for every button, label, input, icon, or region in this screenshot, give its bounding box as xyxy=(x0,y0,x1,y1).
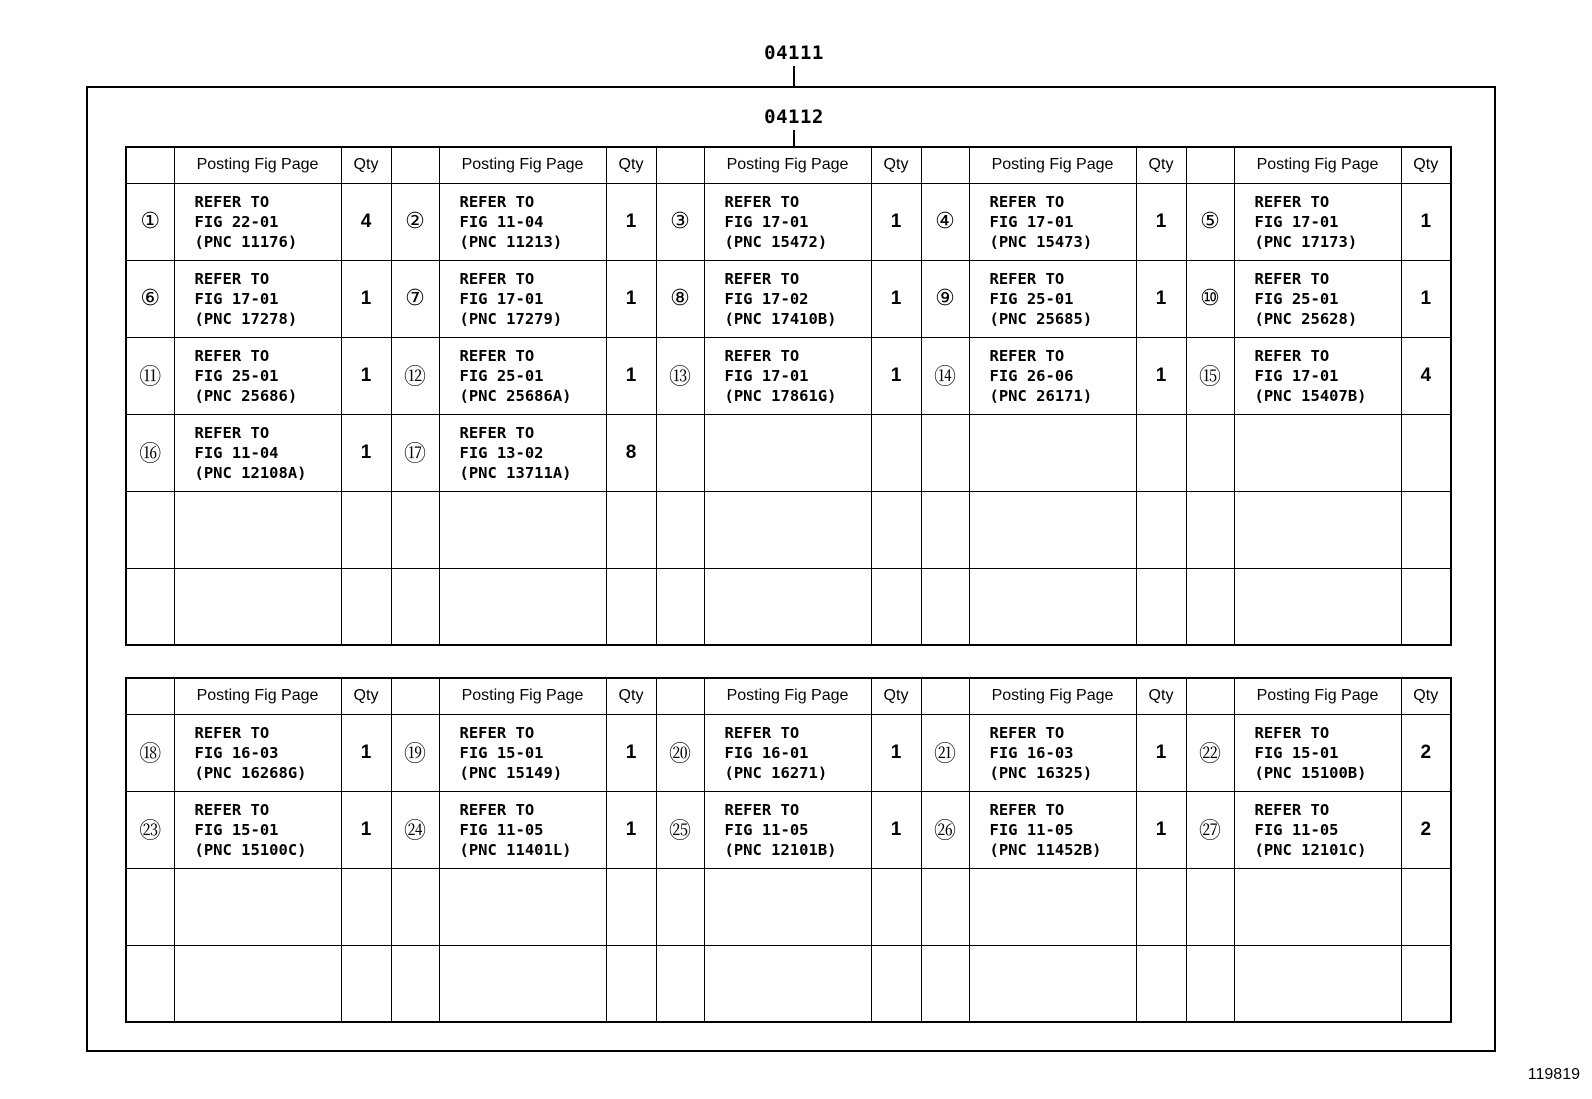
reference-line: (PNC 15149) xyxy=(459,763,563,782)
header-posting-fig-page: Posting Fig Page xyxy=(969,678,1136,714)
reference-line: REFER TO xyxy=(459,723,535,742)
reference-line: REFER TO xyxy=(1254,192,1330,211)
header-qty: Qty xyxy=(1401,678,1451,714)
reference-line: FIG 16-01 xyxy=(724,743,809,762)
header-posting-fig-page: Posting Fig Page xyxy=(969,147,1136,183)
reference-line: REFER TO xyxy=(1254,800,1330,819)
header-qty: Qty xyxy=(871,678,921,714)
item-qty: 1 xyxy=(341,414,391,491)
item-number: ③ xyxy=(656,183,704,260)
item-qty: 1 xyxy=(1136,337,1186,414)
reference-line: FIG 15-01 xyxy=(459,743,544,762)
posting-fig-reference xyxy=(1234,568,1401,645)
posting-fig-reference xyxy=(969,260,1136,337)
posting-fig-reference xyxy=(439,337,606,414)
reference-line: (PNC 25686) xyxy=(194,386,298,405)
header-number xyxy=(391,678,439,714)
item-qty xyxy=(1136,568,1186,645)
item-number: ㉖ xyxy=(921,791,969,868)
posting-fig-reference xyxy=(704,260,871,337)
posting-fig-reference xyxy=(704,568,871,645)
item-qty: 1 xyxy=(606,714,656,791)
item-number: ⑳ xyxy=(656,714,704,791)
item-qty: 8 xyxy=(606,414,656,491)
posting-fig-reference xyxy=(969,491,1136,568)
table-header-row xyxy=(126,147,1451,183)
table-row xyxy=(126,714,1451,791)
item-number xyxy=(656,568,704,645)
item-qty xyxy=(1136,945,1186,1022)
reference-line: REFER TO xyxy=(459,346,535,365)
header-number xyxy=(1186,678,1234,714)
reference-line: REFER TO xyxy=(1254,346,1330,365)
item-qty xyxy=(871,868,921,945)
reference-line: REFER TO xyxy=(989,723,1065,742)
item-number: ⑯ xyxy=(126,414,174,491)
reference-line: (PNC 17279) xyxy=(459,309,563,328)
table-row xyxy=(126,414,1451,491)
item-qty: 1 xyxy=(1136,183,1186,260)
item-qty xyxy=(1401,868,1451,945)
posting-fig-reference xyxy=(439,714,606,791)
item-qty xyxy=(1136,491,1186,568)
reference-line: (PNC 17278) xyxy=(194,309,298,328)
item-number xyxy=(1186,945,1234,1022)
posting-fig-reference xyxy=(1234,491,1401,568)
item-number: ⑧ xyxy=(656,260,704,337)
header-posting-fig-page: Posting Fig Page xyxy=(174,147,341,183)
reference-line: REFER TO xyxy=(194,800,270,819)
posting-fig-reference xyxy=(704,714,871,791)
reference-line: FIG 11-04 xyxy=(194,443,279,462)
reference-line: FIG 25-01 xyxy=(459,366,544,385)
header-qty: Qty xyxy=(341,678,391,714)
reference-line: FIG 15-01 xyxy=(194,820,279,839)
item-number: ② xyxy=(391,183,439,260)
item-qty: 2 xyxy=(1401,791,1451,868)
header-posting-fig-page: Posting Fig Page xyxy=(439,678,606,714)
reference-line: FIG 17-01 xyxy=(989,212,1074,231)
item-number: ㉒ xyxy=(1186,714,1234,791)
item-number xyxy=(921,414,969,491)
posting-fig-reference xyxy=(174,791,341,868)
item-number: ㉕ xyxy=(656,791,704,868)
item-qty: 1 xyxy=(871,791,921,868)
item-qty: 1 xyxy=(606,260,656,337)
table-header-row xyxy=(126,678,1451,714)
item-qty: 1 xyxy=(871,714,921,791)
reference-line: (PNC 25685) xyxy=(989,309,1093,328)
posting-fig-reference xyxy=(704,868,871,945)
item-number xyxy=(126,945,174,1022)
header-number xyxy=(656,147,704,183)
header-posting-fig-page: Posting Fig Page xyxy=(1234,147,1401,183)
item-number: ⑭ xyxy=(921,337,969,414)
item-number xyxy=(921,868,969,945)
reference-line: REFER TO xyxy=(724,192,800,211)
item-qty: 1 xyxy=(1136,714,1186,791)
reference-line: (PNC 16268G) xyxy=(194,763,307,782)
posting-fig-reference xyxy=(704,337,871,414)
reference-line: FIG 17-01 xyxy=(194,289,279,308)
table-row xyxy=(126,183,1451,260)
item-qty: 1 xyxy=(606,183,656,260)
item-qty: 1 xyxy=(341,714,391,791)
item-qty: 1 xyxy=(606,337,656,414)
posting-fig-reference xyxy=(439,791,606,868)
posting-fig-reference xyxy=(969,791,1136,868)
reference-line: (PNC 15407B) xyxy=(1254,386,1367,405)
reference-line: REFER TO xyxy=(459,423,535,442)
inner-assembly-label: 04112 xyxy=(764,106,824,128)
reference-line: (PNC 15472) xyxy=(724,232,828,251)
header-number xyxy=(126,678,174,714)
reference-line: (PNC 11213) xyxy=(459,232,563,251)
item-number: ⑱ xyxy=(126,714,174,791)
table-row xyxy=(126,945,1451,1022)
reference-line: FIG 25-01 xyxy=(989,289,1074,308)
item-number xyxy=(656,868,704,945)
parts-table-lower xyxy=(125,677,1452,1023)
reference-line: FIG 25-01 xyxy=(194,366,279,385)
reference-line: FIG 11-05 xyxy=(989,820,1074,839)
item-number: ⑮ xyxy=(1186,337,1234,414)
posting-fig-reference xyxy=(174,260,341,337)
reference-line: FIG 17-01 xyxy=(1254,212,1339,231)
item-number xyxy=(656,414,704,491)
item-number xyxy=(126,491,174,568)
reference-line: REFER TO xyxy=(724,269,800,288)
item-qty xyxy=(871,491,921,568)
reference-line: REFER TO xyxy=(459,269,535,288)
item-number: ⑬ xyxy=(656,337,704,414)
header-number xyxy=(126,147,174,183)
reference-line: FIG 17-01 xyxy=(724,212,809,231)
reference-line: FIG 22-01 xyxy=(194,212,279,231)
item-number: ㉔ xyxy=(391,791,439,868)
posting-fig-reference xyxy=(704,414,871,491)
header-posting-fig-page: Posting Fig Page xyxy=(1234,678,1401,714)
item-qty: 1 xyxy=(871,260,921,337)
item-number: ㉑ xyxy=(921,714,969,791)
header-number xyxy=(1186,147,1234,183)
reference-line: FIG 11-04 xyxy=(459,212,544,231)
item-qty: 1 xyxy=(871,337,921,414)
reference-line: (PNC 11452B) xyxy=(989,840,1102,859)
item-number: ⑦ xyxy=(391,260,439,337)
item-qty xyxy=(1136,414,1186,491)
item-qty xyxy=(606,945,656,1022)
item-number: ⑨ xyxy=(921,260,969,337)
table-row xyxy=(126,568,1451,645)
reference-line: REFER TO xyxy=(989,269,1065,288)
header-qty: Qty xyxy=(606,678,656,714)
item-number: ㉗ xyxy=(1186,791,1234,868)
reference-line: REFER TO xyxy=(194,192,270,211)
header-posting-fig-page: Posting Fig Page xyxy=(704,147,871,183)
reference-line: (PNC 13711A) xyxy=(459,463,572,482)
posting-fig-reference xyxy=(174,714,341,791)
item-number: ① xyxy=(126,183,174,260)
item-number xyxy=(126,868,174,945)
posting-fig-reference xyxy=(969,414,1136,491)
item-qty: 2 xyxy=(1401,714,1451,791)
posting-fig-reference xyxy=(439,183,606,260)
header-qty: Qty xyxy=(341,147,391,183)
posting-fig-reference xyxy=(439,491,606,568)
reference-line: REFER TO xyxy=(1254,723,1330,742)
reference-line: (PNC 11401L) xyxy=(459,840,572,859)
item-number: ⑰ xyxy=(391,414,439,491)
posting-fig-reference xyxy=(969,183,1136,260)
parts-table-upper xyxy=(125,146,1452,646)
posting-fig-reference xyxy=(1234,868,1401,945)
item-qty: 1 xyxy=(1136,791,1186,868)
item-qty: 1 xyxy=(341,791,391,868)
item-qty: 1 xyxy=(1136,260,1186,337)
posting-fig-reference xyxy=(174,491,341,568)
item-qty xyxy=(341,868,391,945)
reference-line: FIG 11-05 xyxy=(1254,820,1339,839)
reference-line: REFER TO xyxy=(194,346,270,365)
reference-line: (PNC 15100C) xyxy=(194,840,307,859)
reference-line: REFER TO xyxy=(989,192,1065,211)
item-qty xyxy=(606,491,656,568)
posting-fig-reference xyxy=(439,945,606,1022)
outer-label-leader xyxy=(793,66,795,86)
item-number: ㉓ xyxy=(126,791,174,868)
reference-line: FIG 15-01 xyxy=(1254,743,1339,762)
reference-line: FIG 11-05 xyxy=(459,820,544,839)
posting-fig-reference xyxy=(1234,414,1401,491)
item-number xyxy=(391,868,439,945)
item-qty xyxy=(341,568,391,645)
table-row xyxy=(126,491,1451,568)
posting-fig-reference xyxy=(439,414,606,491)
reference-line: (PNC 12108A) xyxy=(194,463,307,482)
item-qty xyxy=(341,945,391,1022)
item-number xyxy=(1186,868,1234,945)
figure-code: 119819 xyxy=(1527,1066,1580,1083)
header-posting-fig-page: Posting Fig Page xyxy=(174,678,341,714)
item-qty: 1 xyxy=(341,260,391,337)
item-qty xyxy=(1401,491,1451,568)
posting-fig-reference xyxy=(174,568,341,645)
reference-line: (PNC 11176) xyxy=(194,232,298,251)
posting-fig-reference xyxy=(704,945,871,1022)
posting-fig-reference xyxy=(969,568,1136,645)
reference-line: FIG 16-03 xyxy=(194,743,279,762)
header-number xyxy=(921,678,969,714)
item-qty xyxy=(1401,568,1451,645)
posting-fig-reference xyxy=(1234,714,1401,791)
item-qty: 1 xyxy=(1401,183,1451,260)
item-qty xyxy=(606,868,656,945)
item-qty xyxy=(606,568,656,645)
reference-line: FIG 25-01 xyxy=(1254,289,1339,308)
item-number: ⑫ xyxy=(391,337,439,414)
item-number xyxy=(391,491,439,568)
header-posting-fig-page: Posting Fig Page xyxy=(439,147,606,183)
item-qty: 4 xyxy=(341,183,391,260)
reference-line: (PNC 15473) xyxy=(989,232,1093,251)
item-number xyxy=(656,491,704,568)
item-number: ⑥ xyxy=(126,260,174,337)
posting-fig-reference xyxy=(704,491,871,568)
posting-fig-reference xyxy=(174,945,341,1022)
header-posting-fig-page: Posting Fig Page xyxy=(704,678,871,714)
item-number xyxy=(1186,491,1234,568)
reference-line: (PNC 15100B) xyxy=(1254,763,1367,782)
item-number: ⑪ xyxy=(126,337,174,414)
reference-line: (PNC 12101C) xyxy=(1254,840,1367,859)
posting-fig-reference xyxy=(174,414,341,491)
reference-line: REFER TO xyxy=(459,192,535,211)
reference-line: REFER TO xyxy=(724,346,800,365)
item-number: ⑤ xyxy=(1186,183,1234,260)
item-number xyxy=(1186,568,1234,645)
item-number xyxy=(1186,414,1234,491)
header-qty: Qty xyxy=(1136,147,1186,183)
item-qty xyxy=(1401,945,1451,1022)
table-row xyxy=(126,260,1451,337)
item-qty xyxy=(871,945,921,1022)
item-qty xyxy=(341,491,391,568)
reference-line: REFER TO xyxy=(724,723,800,742)
posting-fig-reference xyxy=(969,945,1136,1022)
reference-line: (PNC 25686A) xyxy=(459,386,572,405)
reference-line: (PNC 26171) xyxy=(989,386,1093,405)
reference-line: (PNC 17410B) xyxy=(724,309,837,328)
item-number xyxy=(921,491,969,568)
header-qty: Qty xyxy=(871,147,921,183)
item-number xyxy=(391,568,439,645)
reference-line: FIG 26-06 xyxy=(989,366,1074,385)
header-qty: Qty xyxy=(606,147,656,183)
reference-line: FIG 11-05 xyxy=(724,820,809,839)
header-number xyxy=(391,147,439,183)
reference-line: (PNC 17861G) xyxy=(724,386,837,405)
reference-line: REFER TO xyxy=(724,800,800,819)
item-number: ⑲ xyxy=(391,714,439,791)
posting-fig-reference xyxy=(439,260,606,337)
reference-line: FIG 17-01 xyxy=(1254,366,1339,385)
item-qty: 1 xyxy=(1401,260,1451,337)
item-number: ④ xyxy=(921,183,969,260)
item-qty: 4 xyxy=(1401,337,1451,414)
inner-label-leader xyxy=(793,130,795,146)
item-qty xyxy=(871,414,921,491)
posting-fig-reference xyxy=(1234,337,1401,414)
header-number xyxy=(656,678,704,714)
item-number xyxy=(656,945,704,1022)
posting-fig-reference xyxy=(704,791,871,868)
reference-line: REFER TO xyxy=(459,800,535,819)
item-qty: 1 xyxy=(341,337,391,414)
posting-fig-reference xyxy=(174,337,341,414)
item-qty: 1 xyxy=(871,183,921,260)
posting-fig-reference xyxy=(1234,183,1401,260)
reference-line: REFER TO xyxy=(989,800,1065,819)
reference-line: REFER TO xyxy=(1254,269,1330,288)
table-row xyxy=(126,791,1451,868)
reference-line: (PNC 25628) xyxy=(1254,309,1358,328)
posting-fig-reference xyxy=(174,868,341,945)
posting-fig-reference xyxy=(969,714,1136,791)
posting-fig-reference xyxy=(1234,945,1401,1022)
item-qty: 1 xyxy=(606,791,656,868)
reference-line: (PNC 16325) xyxy=(989,763,1093,782)
item-number xyxy=(126,568,174,645)
reference-line: FIG 13-02 xyxy=(459,443,544,462)
reference-line: REFER TO xyxy=(194,423,270,442)
posting-fig-reference xyxy=(969,868,1136,945)
posting-fig-reference xyxy=(174,183,341,260)
reference-line: (PNC 16271) xyxy=(724,763,828,782)
outer-assembly-label: 04111 xyxy=(764,42,824,64)
reference-line: FIG 17-01 xyxy=(724,366,809,385)
item-qty xyxy=(871,568,921,645)
item-number xyxy=(921,945,969,1022)
reference-line: REFER TO xyxy=(194,269,270,288)
reference-line: FIG 17-02 xyxy=(724,289,809,308)
table-row xyxy=(126,337,1451,414)
posting-fig-reference xyxy=(1234,260,1401,337)
posting-fig-reference xyxy=(704,183,871,260)
posting-fig-reference xyxy=(1234,791,1401,868)
table-row xyxy=(126,868,1451,945)
item-number: ⑩ xyxy=(1186,260,1234,337)
header-qty: Qty xyxy=(1401,147,1451,183)
item-qty xyxy=(1401,414,1451,491)
posting-fig-reference xyxy=(439,568,606,645)
reference-line: (PNC 12101B) xyxy=(724,840,837,859)
reference-line: FIG 17-01 xyxy=(459,289,544,308)
item-number xyxy=(391,945,439,1022)
item-qty xyxy=(1136,868,1186,945)
reference-line: (PNC 17173) xyxy=(1254,232,1358,251)
item-number xyxy=(921,568,969,645)
posting-fig-reference xyxy=(439,868,606,945)
reference-line: FIG 16-03 xyxy=(989,743,1074,762)
reference-line: REFER TO xyxy=(989,346,1065,365)
header-number xyxy=(921,147,969,183)
posting-fig-reference xyxy=(969,337,1136,414)
header-qty: Qty xyxy=(1136,678,1186,714)
reference-line: REFER TO xyxy=(194,723,270,742)
